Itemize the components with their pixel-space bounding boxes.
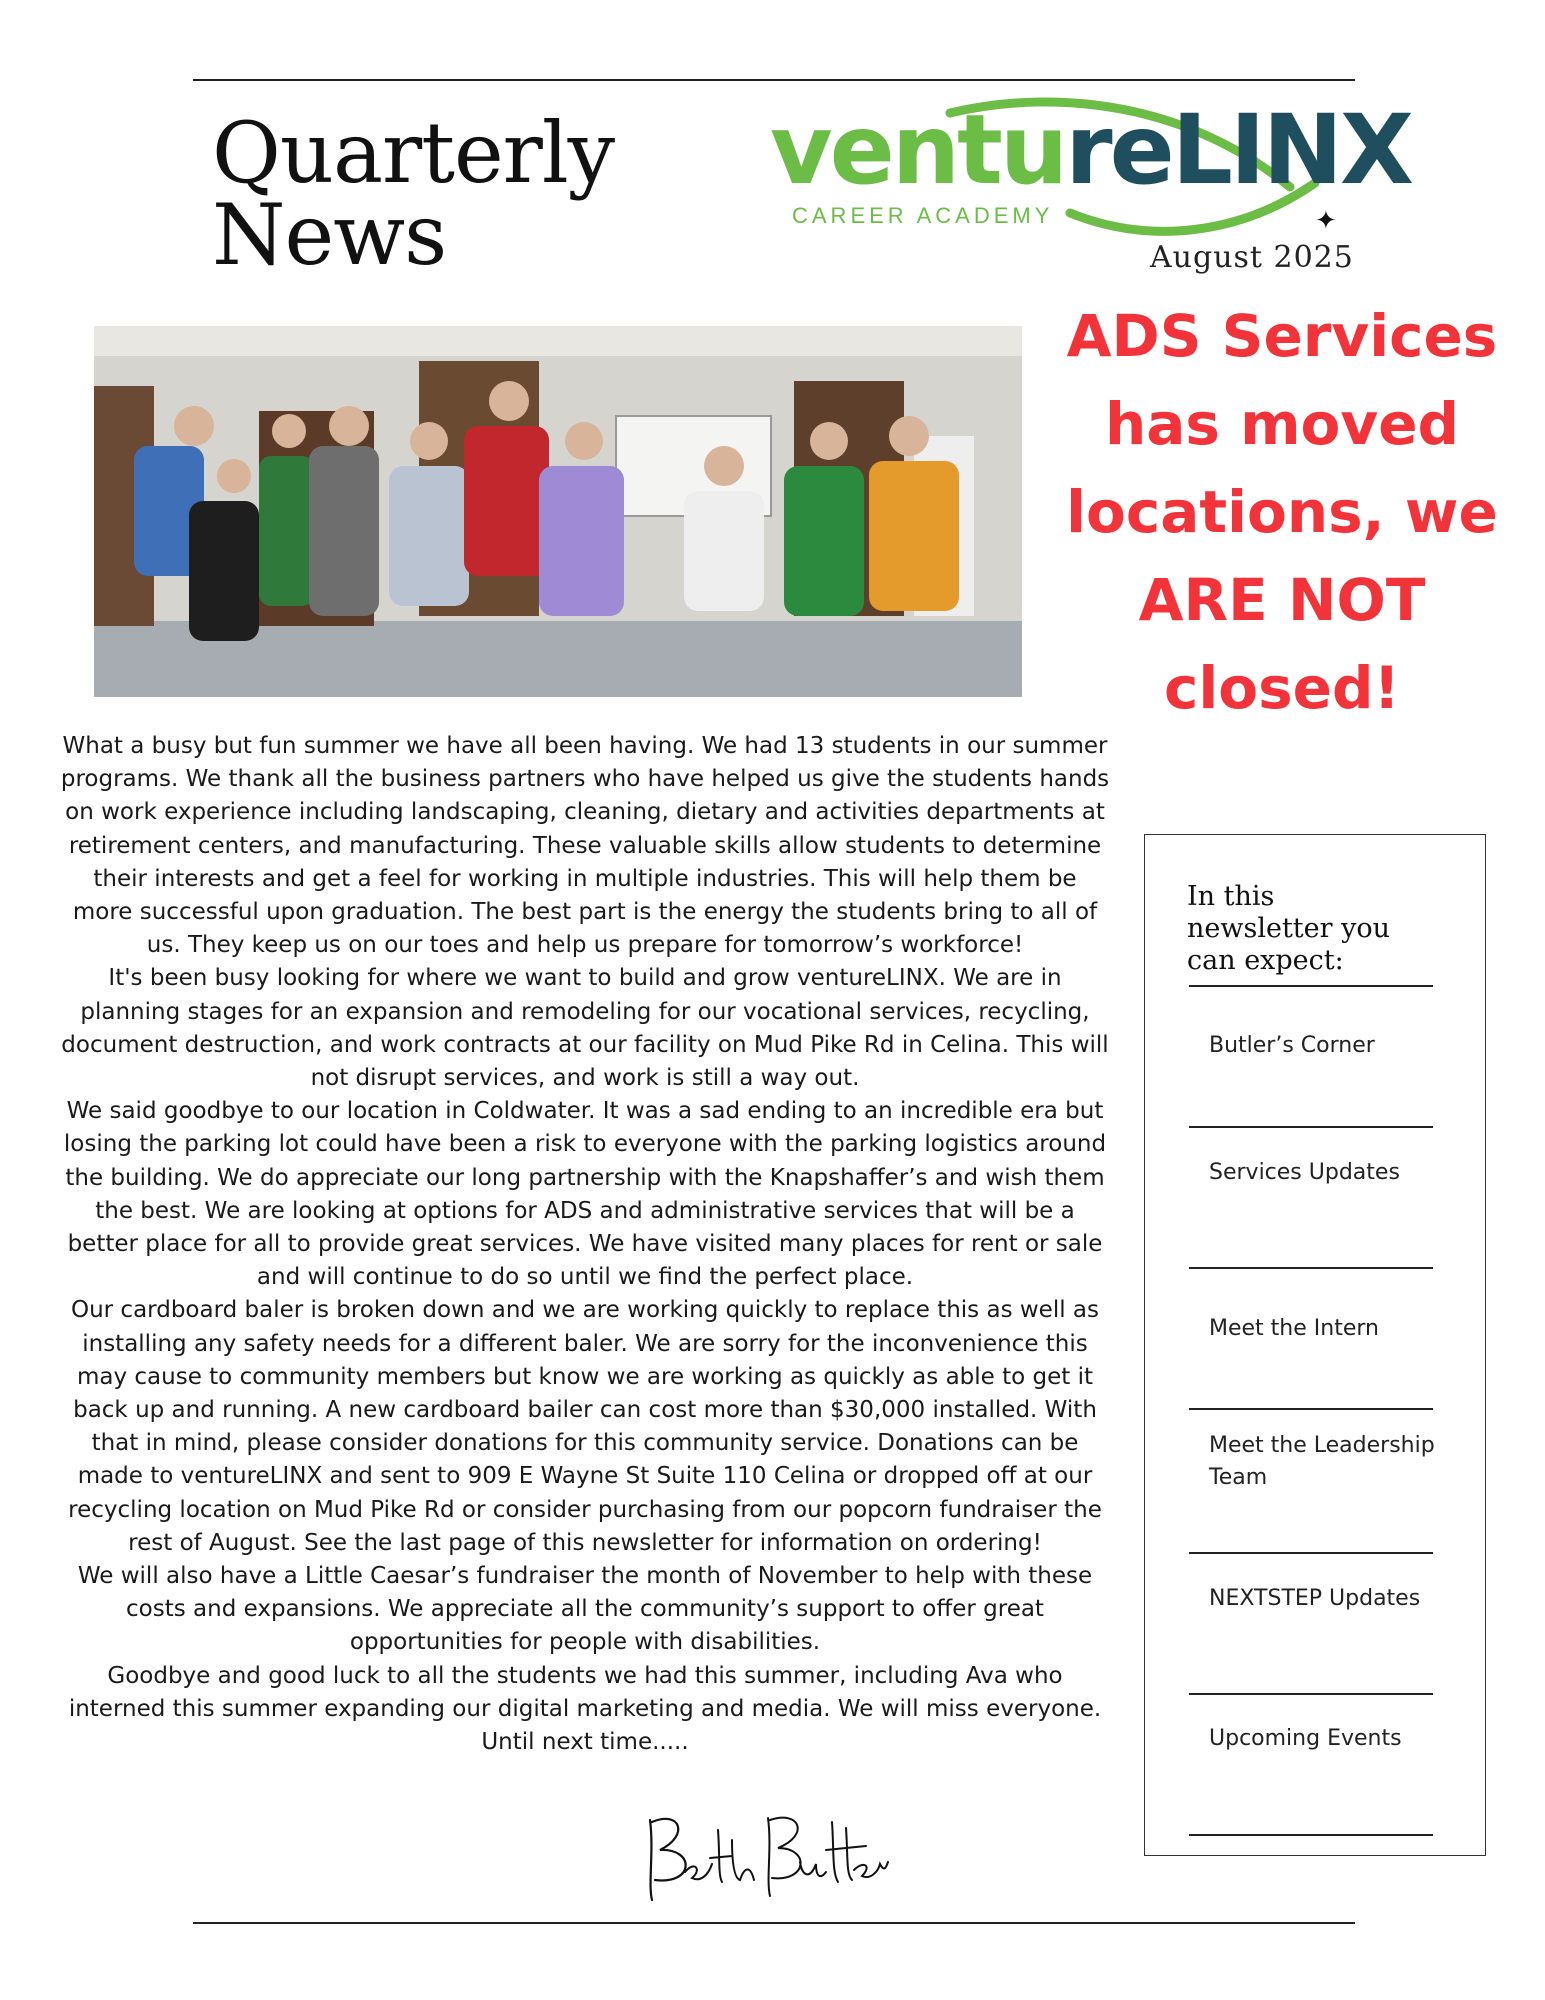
contents-item-upcoming-events: Upcoming Events [1209,1726,1402,1751]
paragraph-goodbye: Goodbye and good luck to all the students we had this summer, including Ava who interned this summer expanding our digital marketing and media. We will miss everyone. [68,1662,1102,1722]
venturelinx-logo [770,94,1411,240]
contents-item-services-updates: Services Updates [1209,1160,1400,1185]
title-line-2: News [212,186,447,284]
contents-heading: In this newsletter you can expect: [1187,881,1391,976]
bottom-divider [193,1922,1355,1924]
title-line-1: Quarterly [212,104,615,202]
paragraph-summer: What a busy but fun summer we have all been having. We had 13 students in our summer programs. We thank all the business partners who have helped us give the students hands on work experience including landscaping, cleaning, dietary and activities departments at retirement centers, and manufacturing. These valuable skills allow students to determine their interests and get a feel for working in multiple industries. This will help them be more successful upon graduation. The best part is the energy the students bring to all of us. They keep us on our toes and help us prepare for tomorrow’s workforce! [60,733,1110,959]
contents-item-leadership-team: Meet the Leadership Team [1209,1433,1435,1490]
paragraph-coldwater: We said goodbye to our location in Coldwater. It was a sad ending to an incredible era but losing the parking lot could have been a risk to everyone with the parking logistics around the building. We do appreciate our long partnership with the Knapshaffer’s and wish them the best. We are looking at options for ADS and administrative services that will be a better place for all to provide great services. We have visited many places for rent or sale and will continue to do so until we find the perfect place. [63,1098,1107,1291]
newsletter-title [212,104,615,284]
logo-wordmark: ventureLINX [770,94,1411,206]
closing-line: Until next time..... [481,1729,689,1756]
paragraph-fundraiser: We will also have a Little Caesar’s fundraiser the month of November to help with these costs and expansions. We appreciate all the community’s support to offer great opportunities for people with disabilities. [77,1563,1093,1656]
contents-divider [1189,1693,1433,1695]
paragraph-baler: Our cardboard baler is broken down and we are working quickly to replace this as well as installing any safety needs for a different baler. We are sorry for the inconvenience this may cause to community members but know we are working as quickly as able to get it back up and running. A new cardboard bailer can cost more than $30,000 installed. With that in mind, please consider donations for this community service. Donations can be made to ventureLINX and sent to 909 E Wayne St Suite 110 Celina or dropped off at our recycling location on Mud Pike Rd or consider purchasing from our popcorn fundraiser the rest of August. See the last page of this newsletter for information on ordering! [68,1297,1102,1556]
alert-line-1: ADS Services [1066,302,1498,370]
contents-item-meet-the-intern: Meet the Intern [1209,1316,1379,1341]
contents-item-butlers-corner: Butler’s Corner [1209,1033,1375,1058]
alert-line-4: ARE NOT [1138,566,1426,634]
contents-divider [1189,1408,1433,1410]
alert-line-5: closed! [1164,654,1400,722]
signature-graphic [640,1800,890,1910]
contents-divider [1189,1126,1433,1128]
issue-date: August 2025 [1150,240,1354,275]
newsletter-contents-box [1144,834,1486,1856]
alert-line-2: has moved [1104,390,1460,458]
logo-subtitle: CAREER ACADEMY [792,203,1054,228]
ads-moved-alert [1062,292,1502,732]
signature [640,1800,890,1910]
contents-item-nextstep-updates: NEXTSTEP Updates [1209,1586,1421,1611]
sparkle-icon: ✦ [1315,206,1337,236]
top-divider [193,79,1355,81]
contents-divider [1189,1552,1433,1554]
article-body [60,730,1110,1759]
contents-divider [1189,1267,1433,1269]
alert-line-3: locations, we [1066,478,1498,546]
paragraph-expansion: It's been busy looking for where we want to build and grow ventureLINX. We are in planning stages for an expansion and remodeling for our vocational services, recycling, document destruction, and work contracts at our facility on Mud Pike Rd in Celina. This will not disrupt services, and work is still a way out. [61,965,1109,1092]
contents-divider [1189,985,1433,987]
contents-divider [1189,1834,1433,1836]
group-photo [94,326,1022,697]
